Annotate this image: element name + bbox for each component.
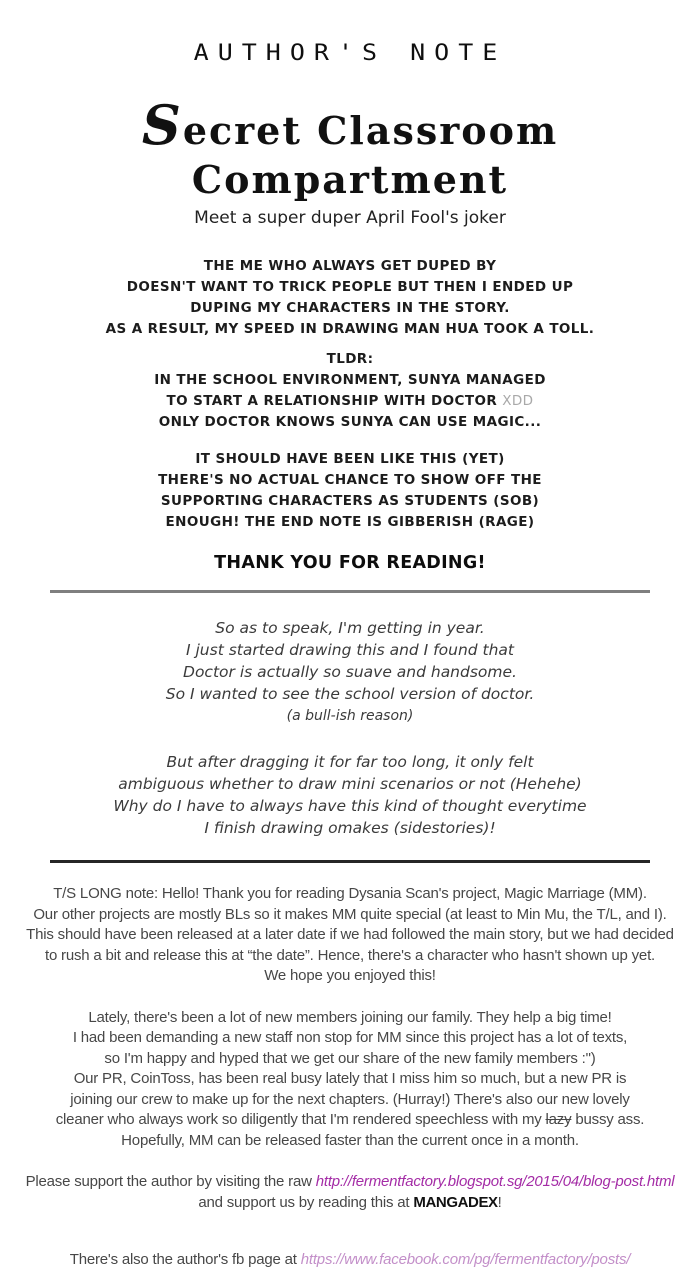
ts-line: Our PR, CoinToss, has been real busy lately that I miss him so much, but a new PR is [73,1070,627,1087]
note-line: IT SHOULD HAVE BEEN LIKE THIS (YET) [195,451,505,467]
fb-text: There's also the author's fb page at [69,1251,301,1268]
hand-line: But after dragging it for far too long, it only felt [166,753,534,771]
divider-dark [50,860,650,863]
ts-line: We hope you enjoyed this! [264,967,436,984]
ts-line: T/S LONG note: Hello! Thank you for reading Dysania Scan's project, Magic Marriage (MM). [53,885,647,902]
note-line: AS A RESULT, MY SPEED IN DRAWING MAN HUA TOOK A TOLL. [105,321,595,337]
note-line: DUPING MY CHARACTERS IN THE STORY. [190,300,510,316]
tldr-section [0,349,700,433]
support-text: Please support the author by visiting the raw [25,1173,316,1190]
xdd-annotation: XDD [502,393,534,409]
ts-line: Our other projects are mostly BLs so it makes MM quite special (at least to Min Mu, the T/L, and I). [33,905,667,923]
raw-blog-link[interactable]: http://fermentfactory.blogspot.sg/2015/04/blog-post.html [315,1173,675,1190]
thank-you-line: THANK YOU FOR READING! [214,553,486,573]
ts-line: This should have been released at a later date if we had followed the main story, but we had decided [26,926,674,943]
tldr-line [0,391,700,412]
hand-line: Doctor is actually so suave and handsome. [183,663,517,681]
support-block [0,1172,700,1213]
handwritten-stanza-1 [0,617,700,727]
page-subtitle: Meet a super duper April Fool's joker [194,208,506,228]
tldr-line-text: TO START A RELATIONSHIP WITH DOCTOR [166,393,503,409]
hand-line: I finish drawing omakes (sidestories)! [204,819,496,837]
support-line-mangadex [0,1193,700,1214]
handwritten-stanza-2 [0,751,700,839]
strikethrough-word: lazy [545,1111,572,1128]
hand-line: ambiguous whether to draw mini scenarios or not (Hehehe) [118,775,582,793]
hand-line: Why do I have to always have this kind of thought everytime [113,797,587,815]
ts-line-lazy [0,1110,700,1131]
hand-line: So as to speak, I'm getting in year. [215,619,485,637]
ts-note-paragraph-1 [0,884,700,987]
tldr-label: TLDR: [326,351,374,367]
authors-note-page [0,38,700,1268]
ts-line-text: bussy ass. [571,1111,645,1128]
tldr-line: IN THE SCHOOL ENVIRONMENT, SUNYA MANAGED [154,372,546,388]
support-text: and support us by reading this at [198,1193,414,1211]
note-paragraph-3 [0,449,700,533]
page-header: AUTHOR'S NOTE [193,39,507,66]
ts-line-text: cleaner who always work so diligently that I'm rendered speechless with my [55,1111,546,1128]
facebook-page-link[interactable]: https://www.facebook.com/pg/fermentfactory/posts/ [300,1251,631,1268]
support-line-raw [0,1172,700,1193]
ts-line: Lately, there's been a lot of new members joining our family. They help a big time! [88,1008,612,1026]
ts-line: so I'm happy and hyped that we get our share of the new family members :") [104,1049,596,1067]
note-line: THERE'S NO ACTUAL CHANCE TO SHOW OFF THE [158,472,542,488]
note-paragraph-1 [0,256,700,340]
divider-gray [50,590,650,593]
hand-line: I just started drawing this and I found that [185,641,515,659]
ts-line: to rush a bit and release this at “the date”. Hence, there's a character who hasn't shown up yet. [44,946,655,964]
note-line: THE ME WHO ALWAYS GET DUPED BY [203,258,497,274]
facebook-block [0,1250,700,1271]
hand-line: So I wanted to see the school version of doctor. [165,685,535,703]
note-line: DOESN'T WANT TO TRICK PEOPLE BUT THEN I ENDED UP [126,279,574,295]
support-text: ! [497,1193,502,1211]
page-title: Secret Classroom Compartment [141,93,559,202]
ts-line: I had been demanding a new staff non stop for MM since this project has a lot of texts, [72,1029,628,1046]
hand-line-small: (a bull-ish reason) [286,708,414,724]
ts-line: Hopefully, MM can be released faster than the current once in a month. [121,1131,579,1149]
tldr-line: ONLY DOCTOR KNOWS SUNYA CAN USE MAGIC... [158,414,542,430]
ts-line: joining our crew to make up for the next chapters. (Hurray!) There's also our new lovely [70,1090,630,1108]
note-line: ENOUGH! THE END NOTE IS GIBBERISH (RAGE) [165,514,535,530]
mangadex-label: MANGADEX [413,1193,498,1211]
note-line: SUPPORTING CHARACTERS AS STUDENTS (SOB) [160,493,540,509]
ts-note-paragraph-2 [0,1008,700,1152]
